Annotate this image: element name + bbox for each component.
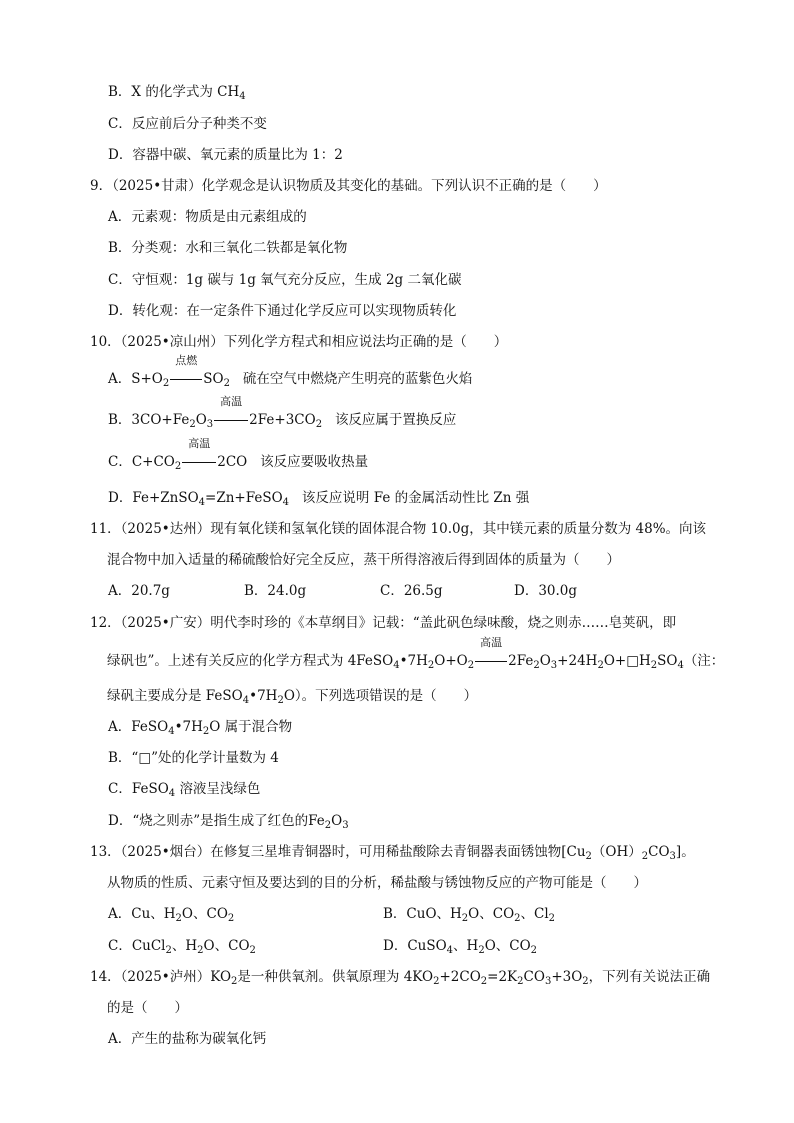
reaction-condition: 高温 xyxy=(220,395,243,408)
q13-stem-line2: 从物质的性质、元素守恒及要达到的目的分析，稀盐酸与锈蚀物反应的产物可能是（ ） xyxy=(107,875,647,891)
q9-option-c: C．守恒观：1g 碳与 1g 氧气充分反应，生成 2g 二氧化碳 xyxy=(108,272,462,288)
q8-option-b: B．X 的化学式为 $CH_4$ xyxy=(108,84,246,102)
reaction-condition: 点燃 xyxy=(175,354,198,367)
q12-stem-line3: 绿矾主要成分是 $FeSO_4•7H_2O$）。下列选项错误的是（ ） xyxy=(107,688,478,706)
q8-option-d: D．容器中碳、氧元素的质量比为 1：2 xyxy=(108,147,343,163)
q9-option-d: D．转化观：在一定条件下通过化学反应可以实现物质转化 xyxy=(108,303,457,319)
q10-option-b: B．$3CO+Fe_2O_3$ 高温 $2Fe+3CO_2$ 该反应属于置换反应 xyxy=(108,395,457,430)
q11-stem-line2: 混合物中加入适量的稀硫酸恰好完全反应，蒸干所得溶液后得到固体的质量为（ ） xyxy=(107,552,620,568)
q9-stem: 9．（2025•甘肃）化学观念是认识物质及其变化的基础。下列认识不正确的是（ ） xyxy=(90,178,607,194)
q9-option-b: B．分类观：水和三氧化二铁都是氧化物 xyxy=(108,240,348,256)
q11-option-a: A．20.7g xyxy=(108,583,170,599)
q13-option-a: A．Cu、$H_2O$、$CO_2$ xyxy=(108,906,235,924)
q12-stem-line2: 绿矾也”。上述有关反应的化学方程式为 $4FeSO_4•7H_2O+O_2$ 高温 $2Fe_2O_3+24H_2O+□H_2SO_4$（注： xyxy=(107,636,725,671)
q13-stem-line1: 13．（2025•烟台）在修复三星堆青铜器时，可用稀盐酸除去青铜器表面锈蚀物$[Cu_2(OH)_2CO_3]$。 xyxy=(90,844,695,862)
q11-option-b: B．24.0g xyxy=(244,583,307,599)
q10-option-d: D．Fe+ZnSO$_4$=Zn+FeSO$_4$ 该反应说明 Fe 的金属活动性比 Zn 强 xyxy=(108,490,530,508)
reaction-condition: 高温 xyxy=(480,636,503,649)
q12-option-b: B．“□”处的化学计量数为 4 xyxy=(108,750,279,766)
q12-option-a: A．$FeSO_4•7H_2O$ 属于混合物 xyxy=(108,719,293,737)
q9-option-a: A．元素观：物质是由元素组成的 xyxy=(108,209,307,225)
q12-option-d: D．“烧之则赤”是指生成了红色的$Fe_2O_3$ xyxy=(108,813,349,831)
q11-option-c: C．26.5g xyxy=(380,583,443,599)
q14-stem-line2: 的是（ ） xyxy=(107,1000,188,1016)
q13-option-d: D．CuSO$_4$、$H_2O$、$CO_2$ xyxy=(383,938,538,956)
q12-option-c: C．FeSO$_4$ 溶液呈浅绿色 xyxy=(108,781,261,799)
q8-option-c: C．反应前后分子种类不变 xyxy=(108,116,267,132)
q13-option-b: B．CuO、$H_2O$、$CO_2$、$Cl_2$ xyxy=(383,906,556,924)
q14-option-a: A．产生的盐称为碳氧化钙 xyxy=(108,1031,267,1047)
q12-stem-line1: 12．（2025•广安）明代李时珍的《本草纲目》记载：“盖此矾色绿味酸，烧之则赤……皂荚矾，即 xyxy=(90,615,677,631)
q13-option-c: C．CuCl$_2$、$H_2O$、$CO_2$ xyxy=(108,938,256,956)
q11-options xyxy=(108,581,577,601)
q10-option-a: A．$S+O_2$ 点燃 $SO_2$ 硫在空气中燃烧产生明亮的蓝紫色火焰 xyxy=(108,354,473,389)
reaction-condition: 高温 xyxy=(188,437,211,450)
q11-option-d: D．30.0g xyxy=(514,583,578,599)
q14-stem-line1: 14．（2025•泸州）$KO_2$是一种供氧剂。供氧原理为 $4KO_2+2CO_2=2K_2CO_3+3O_2$，下列有关说法正确 xyxy=(90,969,711,987)
q10-stem: 10．（2025•凉山州）下列化学方程式和相应说法均正确的是（ ） xyxy=(90,334,508,350)
q11-stem-line1: 11．（2025•达州）现有氧化镁和氢氧化镁的固体混合物 10.0g，其中镁元素的质量分数为 48%。向该 xyxy=(90,521,707,537)
q10-option-c: C．$C+CO_2$ 高温 2CO 该反应要吸收热量 xyxy=(108,437,369,472)
